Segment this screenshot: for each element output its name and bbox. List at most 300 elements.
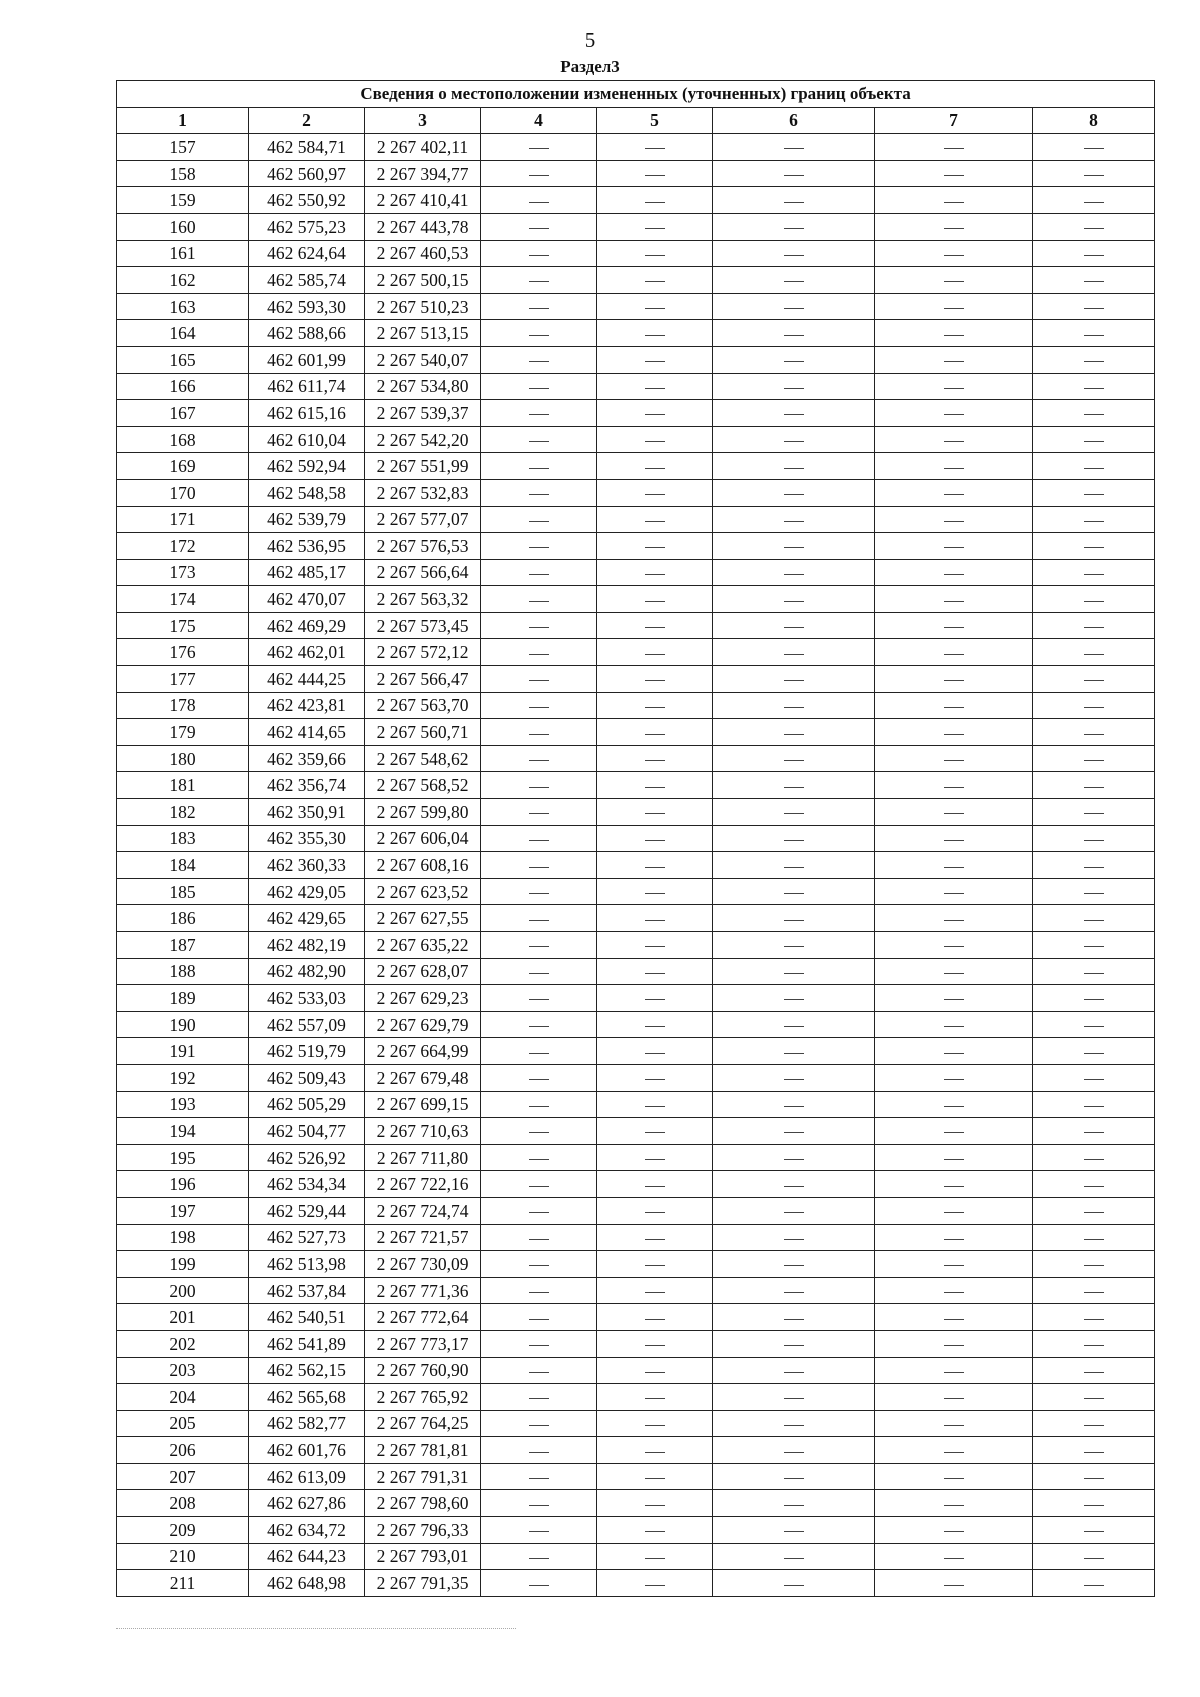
dash-mark	[529, 361, 549, 362]
empty-value-cell	[1033, 1304, 1155, 1331]
point-number-cell: 161	[117, 240, 249, 267]
dash-mark	[529, 202, 549, 203]
dash-mark	[1084, 521, 1104, 522]
dash-mark	[1084, 308, 1104, 309]
empty-value-cell	[875, 559, 1033, 586]
dash-mark	[944, 281, 964, 282]
dash-mark	[645, 1265, 665, 1266]
dash-mark	[944, 973, 964, 974]
table-row	[117, 666, 1155, 693]
point-number-cell: 207	[117, 1463, 249, 1490]
x-coordinate-cell: 462 485,17	[249, 559, 365, 586]
dash-mark	[529, 760, 549, 761]
dash-mark	[784, 1292, 804, 1293]
table-row	[117, 213, 1155, 240]
empty-value-cell	[597, 1197, 713, 1224]
y-coordinate-cell: 2 267 721,57	[365, 1224, 481, 1251]
empty-value-cell	[875, 772, 1033, 799]
dash-mark	[645, 335, 665, 336]
y-coordinate-cell: 2 267 711,80	[365, 1144, 481, 1171]
dash-mark	[645, 1558, 665, 1559]
dash-mark	[784, 1558, 804, 1559]
dash-mark	[1084, 255, 1104, 256]
dash-mark	[645, 308, 665, 309]
point-number-cell: 178	[117, 692, 249, 719]
empty-value-cell	[597, 1304, 713, 1331]
dash-mark	[784, 680, 804, 681]
dash-mark	[529, 574, 549, 575]
dash-mark	[784, 813, 804, 814]
empty-value-cell	[597, 639, 713, 666]
dash-mark	[944, 999, 964, 1000]
table-row	[117, 187, 1155, 214]
x-coordinate-cell: 462 537,84	[249, 1277, 365, 1304]
x-coordinate-cell: 462 429,05	[249, 878, 365, 905]
empty-value-cell	[713, 1197, 875, 1224]
empty-value-cell	[481, 559, 597, 586]
dash-mark	[944, 1026, 964, 1027]
dash-mark	[784, 999, 804, 1000]
empty-value-cell	[481, 1357, 597, 1384]
dash-mark	[529, 175, 549, 176]
empty-value-cell	[713, 1463, 875, 1490]
empty-value-cell	[481, 639, 597, 666]
dash-mark	[529, 920, 549, 921]
empty-value-cell	[481, 772, 597, 799]
y-coordinate-cell: 2 267 560,71	[365, 719, 481, 746]
x-coordinate-cell: 462 529,44	[249, 1197, 365, 1224]
empty-value-cell	[481, 799, 597, 826]
dash-mark	[1084, 627, 1104, 628]
empty-value-cell	[481, 1171, 597, 1198]
dash-mark	[944, 494, 964, 495]
y-coordinate-cell: 2 267 566,47	[365, 666, 481, 693]
dash-mark	[784, 281, 804, 282]
dash-mark	[784, 1132, 804, 1133]
dash-mark	[1084, 867, 1104, 868]
point-number-cell: 188	[117, 958, 249, 985]
y-coordinate-cell: 2 267 730,09	[365, 1251, 481, 1278]
point-number-cell: 208	[117, 1490, 249, 1517]
dash-mark	[1084, 813, 1104, 814]
dash-mark	[645, 601, 665, 602]
point-number-cell: 170	[117, 479, 249, 506]
dash-mark	[529, 1186, 549, 1187]
dash-mark	[529, 680, 549, 681]
empty-value-cell	[875, 1144, 1033, 1171]
table-row	[117, 1410, 1155, 1437]
x-coordinate-cell: 462 624,64	[249, 240, 365, 267]
point-number-cell: 163	[117, 293, 249, 320]
empty-value-cell	[1033, 692, 1155, 719]
dash-mark	[645, 175, 665, 176]
y-coordinate-cell: 2 267 791,35	[365, 1570, 481, 1597]
empty-value-cell	[481, 612, 597, 639]
empty-value-cell	[1033, 267, 1155, 294]
empty-value-cell	[1033, 666, 1155, 693]
empty-value-cell	[875, 1437, 1033, 1464]
empty-value-cell	[875, 400, 1033, 427]
empty-value-cell	[1033, 932, 1155, 959]
dash-mark	[784, 867, 804, 868]
dash-mark	[1084, 760, 1104, 761]
dash-mark	[784, 707, 804, 708]
y-coordinate-cell: 2 267 772,64	[365, 1304, 481, 1331]
y-coordinate-cell: 2 267 540,07	[365, 346, 481, 373]
dash-mark	[944, 521, 964, 522]
empty-value-cell	[713, 1517, 875, 1544]
empty-value-cell	[597, 267, 713, 294]
dash-mark	[784, 1345, 804, 1346]
table-row	[117, 799, 1155, 826]
table-row	[117, 559, 1155, 586]
y-coordinate-cell: 2 267 760,90	[365, 1357, 481, 1384]
dash-mark	[1084, 787, 1104, 788]
dash-mark	[944, 707, 964, 708]
table-caption: Сведения о местоположении измененных (уточненных) границ объекта	[117, 81, 1155, 108]
empty-value-cell	[1033, 825, 1155, 852]
empty-value-cell	[875, 373, 1033, 400]
dash-mark	[784, 760, 804, 761]
dash-mark	[944, 228, 964, 229]
x-coordinate-cell: 462 505,29	[249, 1091, 365, 1118]
dash-mark	[784, 1106, 804, 1107]
empty-value-cell	[713, 1330, 875, 1357]
dash-mark	[784, 1212, 804, 1213]
empty-value-cell	[597, 1517, 713, 1544]
dash-mark	[529, 468, 549, 469]
point-number-cell: 176	[117, 639, 249, 666]
dash-mark	[645, 1159, 665, 1160]
dash-mark	[944, 361, 964, 362]
empty-value-cell	[713, 506, 875, 533]
dash-mark	[529, 946, 549, 947]
empty-value-cell	[597, 533, 713, 560]
dash-mark	[784, 654, 804, 655]
empty-value-cell	[481, 1330, 597, 1357]
empty-value-cell	[875, 293, 1033, 320]
dash-mark	[529, 867, 549, 868]
empty-value-cell	[597, 1543, 713, 1570]
empty-value-cell	[713, 187, 875, 214]
empty-value-cell	[875, 666, 1033, 693]
dash-mark	[645, 148, 665, 149]
dash-mark	[1084, 973, 1104, 974]
dash-mark	[944, 1425, 964, 1426]
empty-value-cell	[875, 1570, 1033, 1597]
empty-value-cell	[713, 533, 875, 560]
empty-value-cell	[1033, 1144, 1155, 1171]
dash-mark	[1084, 148, 1104, 149]
table-row	[117, 346, 1155, 373]
x-coordinate-cell: 462 548,58	[249, 479, 365, 506]
empty-value-cell	[597, 985, 713, 1012]
x-coordinate-cell: 462 627,86	[249, 1490, 365, 1517]
table-row	[117, 1570, 1155, 1597]
point-number-cell: 209	[117, 1517, 249, 1544]
empty-value-cell	[1033, 852, 1155, 879]
dash-mark	[645, 1372, 665, 1373]
dash-mark	[784, 175, 804, 176]
empty-value-cell	[713, 1490, 875, 1517]
table-row	[117, 1357, 1155, 1384]
point-number-cell: 166	[117, 373, 249, 400]
x-coordinate-cell: 462 582,77	[249, 1410, 365, 1437]
empty-value-cell	[713, 878, 875, 905]
empty-value-cell	[597, 745, 713, 772]
empty-value-cell	[875, 1118, 1033, 1145]
empty-value-cell	[1033, 346, 1155, 373]
empty-value-cell	[713, 1277, 875, 1304]
table-row	[117, 639, 1155, 666]
dash-mark	[944, 308, 964, 309]
point-number-cell: 185	[117, 878, 249, 905]
x-coordinate-cell: 462 634,72	[249, 1517, 365, 1544]
empty-value-cell	[1033, 1038, 1155, 1065]
dash-mark	[645, 547, 665, 548]
dash-mark	[1084, 946, 1104, 947]
x-coordinate-cell: 462 539,79	[249, 506, 365, 533]
point-number-cell: 210	[117, 1543, 249, 1570]
dash-mark	[1084, 468, 1104, 469]
dash-mark	[944, 1292, 964, 1293]
dash-mark	[1084, 999, 1104, 1000]
dash-mark	[645, 1212, 665, 1213]
dash-mark	[529, 1478, 549, 1479]
dash-mark	[1084, 734, 1104, 735]
empty-value-cell	[481, 373, 597, 400]
empty-value-cell	[597, 134, 713, 161]
empty-value-cell	[481, 1277, 597, 1304]
y-coordinate-cell: 2 267 710,63	[365, 1118, 481, 1145]
table-row	[117, 612, 1155, 639]
x-coordinate-cell: 462 470,07	[249, 586, 365, 613]
empty-value-cell	[713, 373, 875, 400]
empty-value-cell	[1033, 400, 1155, 427]
dash-mark	[529, 654, 549, 655]
y-coordinate-cell: 2 267 577,07	[365, 506, 481, 533]
dash-mark	[944, 1558, 964, 1559]
dash-mark	[645, 1186, 665, 1187]
dash-mark	[645, 1079, 665, 1080]
empty-value-cell	[713, 852, 875, 879]
dash-mark	[645, 281, 665, 282]
point-number-cell: 168	[117, 426, 249, 453]
dash-mark	[529, 601, 549, 602]
empty-value-cell	[481, 586, 597, 613]
dash-mark	[645, 1026, 665, 1027]
page-number: 5	[584, 28, 596, 52]
table-row	[117, 1517, 1155, 1544]
column-header: 2	[249, 107, 365, 134]
empty-value-cell	[875, 187, 1033, 214]
y-coordinate-cell: 2 267 608,16	[365, 852, 481, 879]
dash-mark	[944, 547, 964, 548]
empty-value-cell	[875, 134, 1033, 161]
dash-mark	[784, 255, 804, 256]
dash-mark	[1084, 1079, 1104, 1080]
dash-mark	[529, 973, 549, 974]
empty-value-cell	[481, 213, 597, 240]
column-header: 3	[365, 107, 481, 134]
dash-mark	[944, 1452, 964, 1453]
x-coordinate-cell: 462 588,66	[249, 320, 365, 347]
dash-mark	[944, 335, 964, 336]
dash-mark	[1084, 1132, 1104, 1133]
dash-mark	[944, 1212, 964, 1213]
empty-value-cell	[713, 240, 875, 267]
empty-value-cell	[713, 1570, 875, 1597]
dash-mark	[944, 627, 964, 628]
table-row	[117, 1091, 1155, 1118]
dash-mark	[944, 734, 964, 735]
dash-mark	[645, 1585, 665, 1586]
x-coordinate-cell: 462 550,92	[249, 187, 365, 214]
empty-value-cell	[1033, 479, 1155, 506]
point-number-cell: 173	[117, 559, 249, 586]
table-row	[117, 905, 1155, 932]
dash-mark	[784, 1398, 804, 1399]
empty-value-cell	[481, 1490, 597, 1517]
dash-mark	[944, 1106, 964, 1107]
empty-value-cell	[481, 666, 597, 693]
empty-value-cell	[875, 905, 1033, 932]
dash-mark	[645, 1345, 665, 1346]
empty-value-cell	[481, 1304, 597, 1331]
empty-value-cell	[1033, 1357, 1155, 1384]
empty-value-cell	[713, 985, 875, 1012]
dash-mark	[1084, 547, 1104, 548]
empty-value-cell	[1033, 1490, 1155, 1517]
dash-mark	[529, 1452, 549, 1453]
empty-value-cell	[1033, 533, 1155, 560]
section-title: Раздел3	[560, 57, 620, 76]
dash-mark	[784, 521, 804, 522]
empty-value-cell	[1033, 1410, 1155, 1437]
table-row	[117, 1490, 1155, 1517]
empty-value-cell	[713, 1064, 875, 1091]
empty-value-cell	[875, 1304, 1033, 1331]
y-coordinate-cell: 2 267 791,31	[365, 1463, 481, 1490]
point-number-cell: 203	[117, 1357, 249, 1384]
dash-mark	[529, 414, 549, 415]
y-coordinate-cell: 2 267 628,07	[365, 958, 481, 985]
empty-value-cell	[713, 1144, 875, 1171]
empty-value-cell	[481, 1251, 597, 1278]
empty-value-cell	[713, 1251, 875, 1278]
point-number-cell: 190	[117, 1011, 249, 1038]
dash-mark	[1084, 707, 1104, 708]
point-number-cell: 183	[117, 825, 249, 852]
empty-value-cell	[875, 852, 1033, 879]
dash-mark	[1084, 1531, 1104, 1532]
empty-value-cell	[875, 1357, 1033, 1384]
dash-mark	[529, 1106, 549, 1107]
empty-value-cell	[597, 426, 713, 453]
dash-mark	[1084, 1425, 1104, 1426]
y-coordinate-cell: 2 267 623,52	[365, 878, 481, 905]
dash-mark	[1084, 601, 1104, 602]
y-coordinate-cell: 2 267 629,23	[365, 985, 481, 1012]
y-coordinate-cell: 2 267 599,80	[365, 799, 481, 826]
empty-value-cell	[481, 160, 597, 187]
empty-value-cell	[713, 134, 875, 161]
dash-mark	[1084, 361, 1104, 362]
dash-mark	[645, 867, 665, 868]
table-row	[117, 1463, 1155, 1490]
empty-value-cell	[713, 1171, 875, 1198]
empty-value-cell	[597, 1463, 713, 1490]
dash-mark	[944, 574, 964, 575]
x-coordinate-cell: 462 469,29	[249, 612, 365, 639]
dash-mark	[1084, 1345, 1104, 1346]
empty-value-cell	[713, 1011, 875, 1038]
x-coordinate-cell: 462 601,76	[249, 1437, 365, 1464]
dash-mark	[944, 893, 964, 894]
table-row	[117, 373, 1155, 400]
empty-value-cell	[481, 267, 597, 294]
table-row	[117, 878, 1155, 905]
x-coordinate-cell: 462 575,23	[249, 213, 365, 240]
point-number-cell: 174	[117, 586, 249, 613]
empty-value-cell	[597, 612, 713, 639]
empty-value-cell	[1033, 160, 1155, 187]
empty-value-cell	[713, 958, 875, 985]
x-coordinate-cell: 462 534,34	[249, 1171, 365, 1198]
empty-value-cell	[481, 958, 597, 985]
dash-mark	[784, 1425, 804, 1426]
dash-mark	[645, 521, 665, 522]
dash-mark	[645, 361, 665, 362]
empty-value-cell	[1033, 772, 1155, 799]
empty-value-cell	[481, 1144, 597, 1171]
empty-value-cell	[597, 213, 713, 240]
empty-value-cell	[481, 1384, 597, 1411]
empty-value-cell	[875, 1384, 1033, 1411]
empty-value-cell	[597, 719, 713, 746]
point-number-cell: 180	[117, 745, 249, 772]
dash-mark	[645, 813, 665, 814]
empty-value-cell	[875, 1011, 1033, 1038]
dash-mark	[1084, 414, 1104, 415]
y-coordinate-cell: 2 267 443,78	[365, 213, 481, 240]
empty-value-cell	[481, 134, 597, 161]
dash-mark	[529, 1132, 549, 1133]
empty-value-cell	[597, 1118, 713, 1145]
dash-mark	[645, 255, 665, 256]
dash-mark	[944, 1531, 964, 1532]
empty-value-cell	[1033, 1091, 1155, 1118]
dash-mark	[645, 441, 665, 442]
dash-mark	[645, 1132, 665, 1133]
dash-mark	[944, 1239, 964, 1240]
dash-mark	[944, 1053, 964, 1054]
x-coordinate-cell: 462 615,16	[249, 400, 365, 427]
empty-value-cell	[597, 400, 713, 427]
dash-mark	[784, 148, 804, 149]
empty-value-cell	[875, 1038, 1033, 1065]
empty-value-cell	[875, 267, 1033, 294]
table-row	[117, 479, 1155, 506]
dash-mark	[1084, 494, 1104, 495]
dash-mark	[529, 1239, 549, 1240]
dash-mark	[944, 414, 964, 415]
x-coordinate-cell: 462 509,43	[249, 1064, 365, 1091]
empty-value-cell	[713, 293, 875, 320]
empty-value-cell	[597, 479, 713, 506]
dash-mark	[529, 521, 549, 522]
column-header: 8	[1033, 107, 1155, 134]
